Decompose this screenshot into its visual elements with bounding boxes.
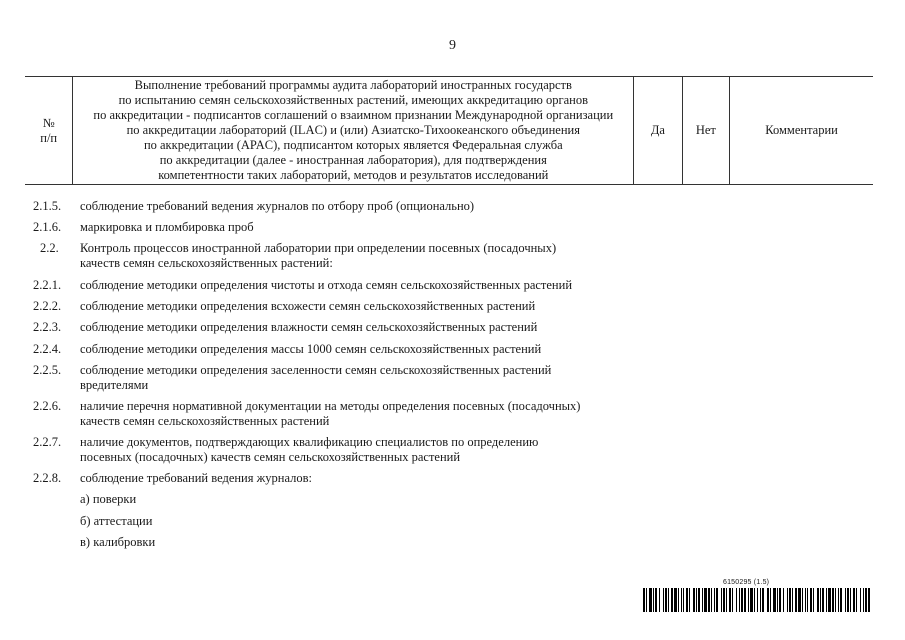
header-yes-column: Да	[634, 77, 682, 185]
item-text: соблюдение методики определения заселенности семян сельскохозяйственных растений вредителями	[80, 363, 552, 392]
item-number: 2.2.7.	[33, 435, 62, 449]
item-number: 2.2.8.	[33, 471, 62, 485]
header-comment-column: Комментарии	[730, 77, 873, 185]
item-text: маркировка и пломбировка проб	[80, 220, 254, 234]
item-number: 2.2.1.	[33, 278, 62, 292]
item-number: 2.1.5.	[33, 199, 62, 213]
item-number: 2.2.2.	[33, 299, 62, 313]
item-text: соблюдение требований ведения журналов:	[80, 471, 312, 485]
barcode-image	[643, 588, 873, 612]
item-text: соблюдение методики определения влажности семян сельскохозяйственных растений	[80, 320, 538, 334]
item-number: 2.2.	[40, 241, 59, 255]
sub-item: в) калибровки	[80, 535, 156, 549]
item-text: наличие документов, подтверждающих квалификацию специалистов по определению посевных (посадочных) качеств семян сельскохозяйственных растений	[80, 435, 539, 464]
item-number: 2.2.3.	[33, 320, 62, 334]
header-number-label: № п/п	[40, 115, 58, 145]
header-number-column	[25, 77, 73, 185]
header-no-column: Нет	[682, 77, 730, 185]
barcode-label: 6150295 (1.5)	[723, 579, 770, 586]
item-text: наличие перечня нормативной документации на методы определения посевных (посадочных) качеств семян сельскохозяйственных растений	[80, 399, 581, 428]
item-text: Контроль процессов иностранной лаборатории при определении посевных (посадочных) качеств семян сельскохозяйственных растений:	[80, 241, 557, 270]
header-table	[25, 76, 873, 185]
sub-item: б) аттестации	[80, 514, 153, 528]
item-text: соблюдение методики определения всхожести семян сельскохозяйственных растений	[80, 299, 536, 313]
item-text: соблюдение методики определения массы 1000 семян сельскохозяйственных растений	[80, 342, 542, 356]
sub-item: а) поверки	[80, 492, 137, 506]
item-number: 2.1.6.	[33, 220, 62, 234]
item-number: 2.2.4.	[33, 342, 62, 356]
page-number: 9	[449, 38, 456, 53]
item-text: соблюдение требований ведения журналов по отбору проб (опционально)	[80, 199, 475, 213]
item-number: 2.2.5.	[33, 363, 62, 377]
header-main-column	[73, 77, 634, 185]
header-main-label: Выполнение требований программы аудита лабораторий иностранных государств по испытанию семян сельскохозяйственных растений, имеющих аккредитацию органов по аккредитации - подписантов соглашений о взаимном признании Международной организации по аккредитации лабораторий (ILAC) и (или) Азиатско-Тихоокеанского объединения по аккредитации (APAC), подписантом которых является Федеральная служба по аккредитации (далее - иностранная лаборатория), для подтверждения компетентности таких лабораторий, методов и результатов исследований	[93, 78, 614, 182]
item-number: 2.2.6.	[33, 399, 62, 413]
item-text: соблюдение методики определения чистоты и отхода семян сельскохозяйственных растений	[80, 278, 573, 292]
